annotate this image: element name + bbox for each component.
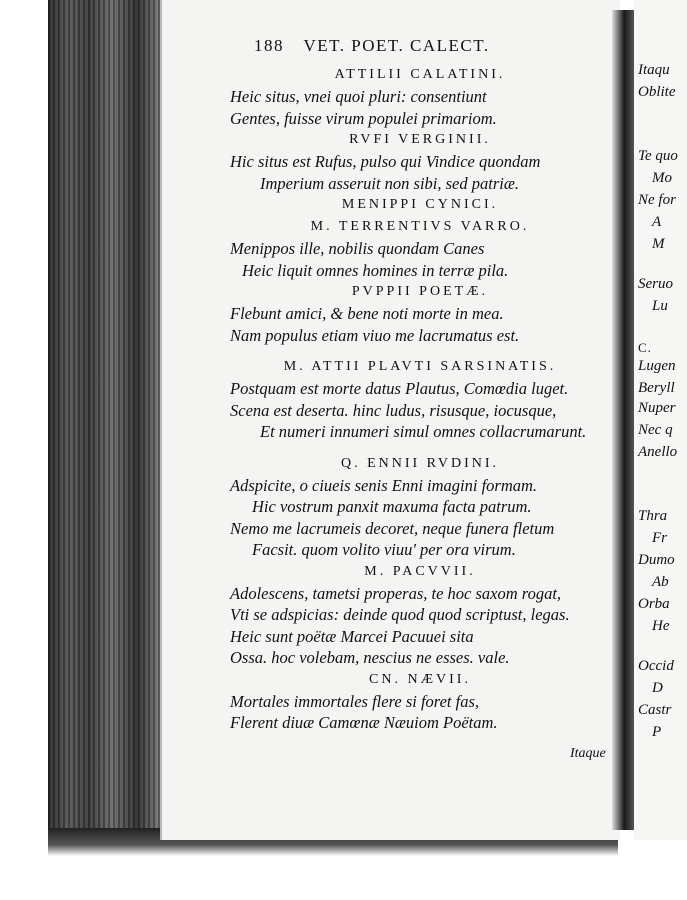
verse-line: Nemo me lacrumeis decoret, neque funera fletum [230,518,555,538]
verse-line: Flebunt amici, & bene noti morte in mea. [230,304,504,323]
right-page-line: Dumo [638,552,675,568]
right-page-line: Lugen [638,358,676,374]
verse-line: Gentes, fuisse virum populei primariom. [230,108,497,128]
epitaph-heading: PVPPII POETÆ. [351,284,489,299]
right-page-line: C. [638,340,652,355]
right-page-line: Lu [652,298,668,314]
verse-line: Adolescens, tametsi properas, te hoc saxom rogat, [230,583,562,603]
right-page-line: D [652,680,663,696]
verse-line: Heic situs, vnei quoi pluri: consentiunt [230,87,487,106]
verse-line: Facsit. quom volito viuu' per ora virum. [252,540,516,559]
verse-line: Flerent diuæ Camœnæ Næuiom Poëtam. [230,713,498,732]
verse-line: Vti se adspicias: deinde quod quod scriptust, legas. [230,605,570,624]
epitaph-heading: M. PACVVII. [364,563,476,579]
verse-line: Hic situs est Rufus, pulso qui Vindice quondam [230,152,541,171]
epitaph-heading: M. TERRENTIVS VARRO. [310,219,530,234]
page-number: 188 [254,36,284,55]
verse-line: Scena est deserta. hinc ludus, risusque, iocusque, [230,400,557,420]
right-page-line: Occid [638,658,674,674]
right-page-line: Itaqu [638,62,670,78]
section-gap [230,346,610,356]
verse-line: Menippos ille, nobilis quondam Canes [230,239,485,258]
verse-line: Ossa. hoc volebam, nescius ne esses. vale. [230,648,510,667]
epitaph-heading: CN. NÆVII. [369,671,471,687]
epitaph-heading: M. ATTII PLAVTI SARSINATIS. [283,359,557,374]
verse-line: Postquam est morte datus Plautus, Comœdia luget. [230,379,569,398]
page-edges-texture [48,0,166,845]
right-page-line: Te quo [638,148,678,164]
right-page-line: M [652,236,665,252]
right-page-line: Anello [638,444,678,460]
right-page-line: Oblite [638,84,676,100]
epitaph-heading: RVFI VERGINII. [349,132,491,147]
right-page-line: Castr [638,702,672,718]
right-page-line: Orba [638,596,670,612]
right-page-line: Ab [652,574,669,590]
verse-line: Heic liquit omnes homines in terræ pila. [242,260,509,280]
running-title: VET. POET. CALECT. [303,36,490,55]
verse-line: Imperium asseruit non sibi, sed patriæ. [260,173,519,193]
verse-line: Et numeri innumeri simul omnes collacrumarunt. [260,422,587,441]
verse-line: Nam populus etiam viuo me lacrumatus est. [230,325,520,345]
right-page-line: Seruo [638,276,673,292]
right-page-line: He [652,618,670,634]
right-page-line: Fr [652,530,667,546]
right-page-line: Thra [638,508,668,524]
epitaph-heading: ATTILII CALATINI. [334,67,506,82]
right-page-fragment [634,0,687,840]
epitaph-heading: Q. ENNII RVDINI. [340,455,500,471]
right-page-line: Nec q [638,422,673,438]
book-gutter [612,10,634,830]
epitaph-heading: MENIPPI CYNICI. [341,197,499,212]
right-page-line: Nuper [638,400,676,416]
right-page-line: P [652,724,662,740]
right-page-line: Mo [652,170,672,186]
catchword: Itaque [570,746,606,761]
running-head [254,36,584,56]
right-page-line: Ne for [638,192,676,208]
verse-line: Adspicite, o ciueis senis Enni imagini formam. [230,475,538,495]
epitaph-text-block [230,64,610,734]
verse-line: Heic sunt poëtæ Marcei Pacuuei sita [230,626,474,646]
verse-line: Hic vostrum panxit maxuma facta patrum. [252,497,532,516]
right-page-line: Beryll [638,380,675,396]
right-page-line: A [652,214,662,230]
section-gap [230,443,610,453]
verse-line: Mortales immortales flere si foret fas, [230,691,480,711]
